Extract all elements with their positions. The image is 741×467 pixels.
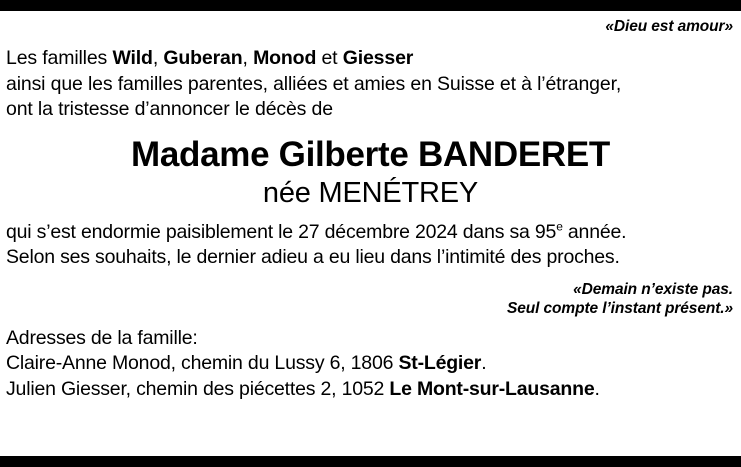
top-divider: [0, 0, 741, 11]
deceased-name: Madame Gilberte BANDERET: [130, 134, 610, 174]
address-entry-2-city: Le Mont-sur-Lausanne: [389, 377, 595, 400]
maiden-name: née MENÉTREY: [262, 176, 479, 209]
bottom-quote-line-1: «Demain n’existe pas.: [573, 280, 733, 298]
family-sep-2: ,: [242, 47, 254, 69]
intro-line-families: [6, 46, 735, 72]
address-entry-1-period: .: [481, 352, 487, 374]
farewell-line: Selon ses souhaits, le dernier adieu a eu lieu dans l’intimité des proches.: [6, 246, 620, 268]
top-quote: «Dieu est amour»: [605, 18, 733, 35]
age-ordinal-suffix: e: [556, 219, 563, 233]
address-entry-2: [6, 377, 735, 403]
bottom-divider: [0, 456, 741, 467]
intro-line-announce: ont la tristesse d’annoncer le décès de: [6, 98, 333, 120]
address-entry-1: [6, 351, 735, 377]
addresses-heading: Adresses de la famille:: [6, 326, 198, 349]
address-entry-2-period: .: [594, 377, 600, 400]
intro-line-relatives: ainsi que les familles parentes, alliées et amies en Suisse et à l’étranger,: [6, 72, 622, 95]
intro-prefix: Les familles: [6, 47, 113, 69]
address-entry-1-text: Claire-Anne Monod, chemin du Lussy 6, 1806: [6, 352, 399, 374]
family-name-wild: Wild: [112, 47, 153, 69]
family-addresses: [6, 326, 735, 403]
family-name-giesser: Giesser: [342, 47, 414, 69]
address-entry-2-text: Julien Giesser, chemin des piécettes 2, 1052: [6, 377, 390, 400]
passing-date-line: [6, 220, 735, 246]
passing-date-suffix: année.: [562, 220, 627, 243]
family-name-guberan: Guberan: [163, 47, 243, 69]
bottom-quote-line-2: Seul compte l’instant présent.»: [506, 299, 733, 317]
address-entry-1-city: St-Légier: [398, 352, 482, 374]
family-name-monod: Monod: [253, 47, 317, 69]
bottom-quote: [6, 280, 733, 318]
family-sep-3: et: [316, 47, 343, 69]
intro-paragraph: [6, 46, 735, 123]
passing-details: [6, 220, 735, 271]
notice-content: [0, 18, 741, 402]
passing-date-text: qui s’est endormie paisiblement le 27 décembre 2024 dans sa 95: [6, 220, 557, 243]
family-sep-1: ,: [152, 47, 164, 69]
